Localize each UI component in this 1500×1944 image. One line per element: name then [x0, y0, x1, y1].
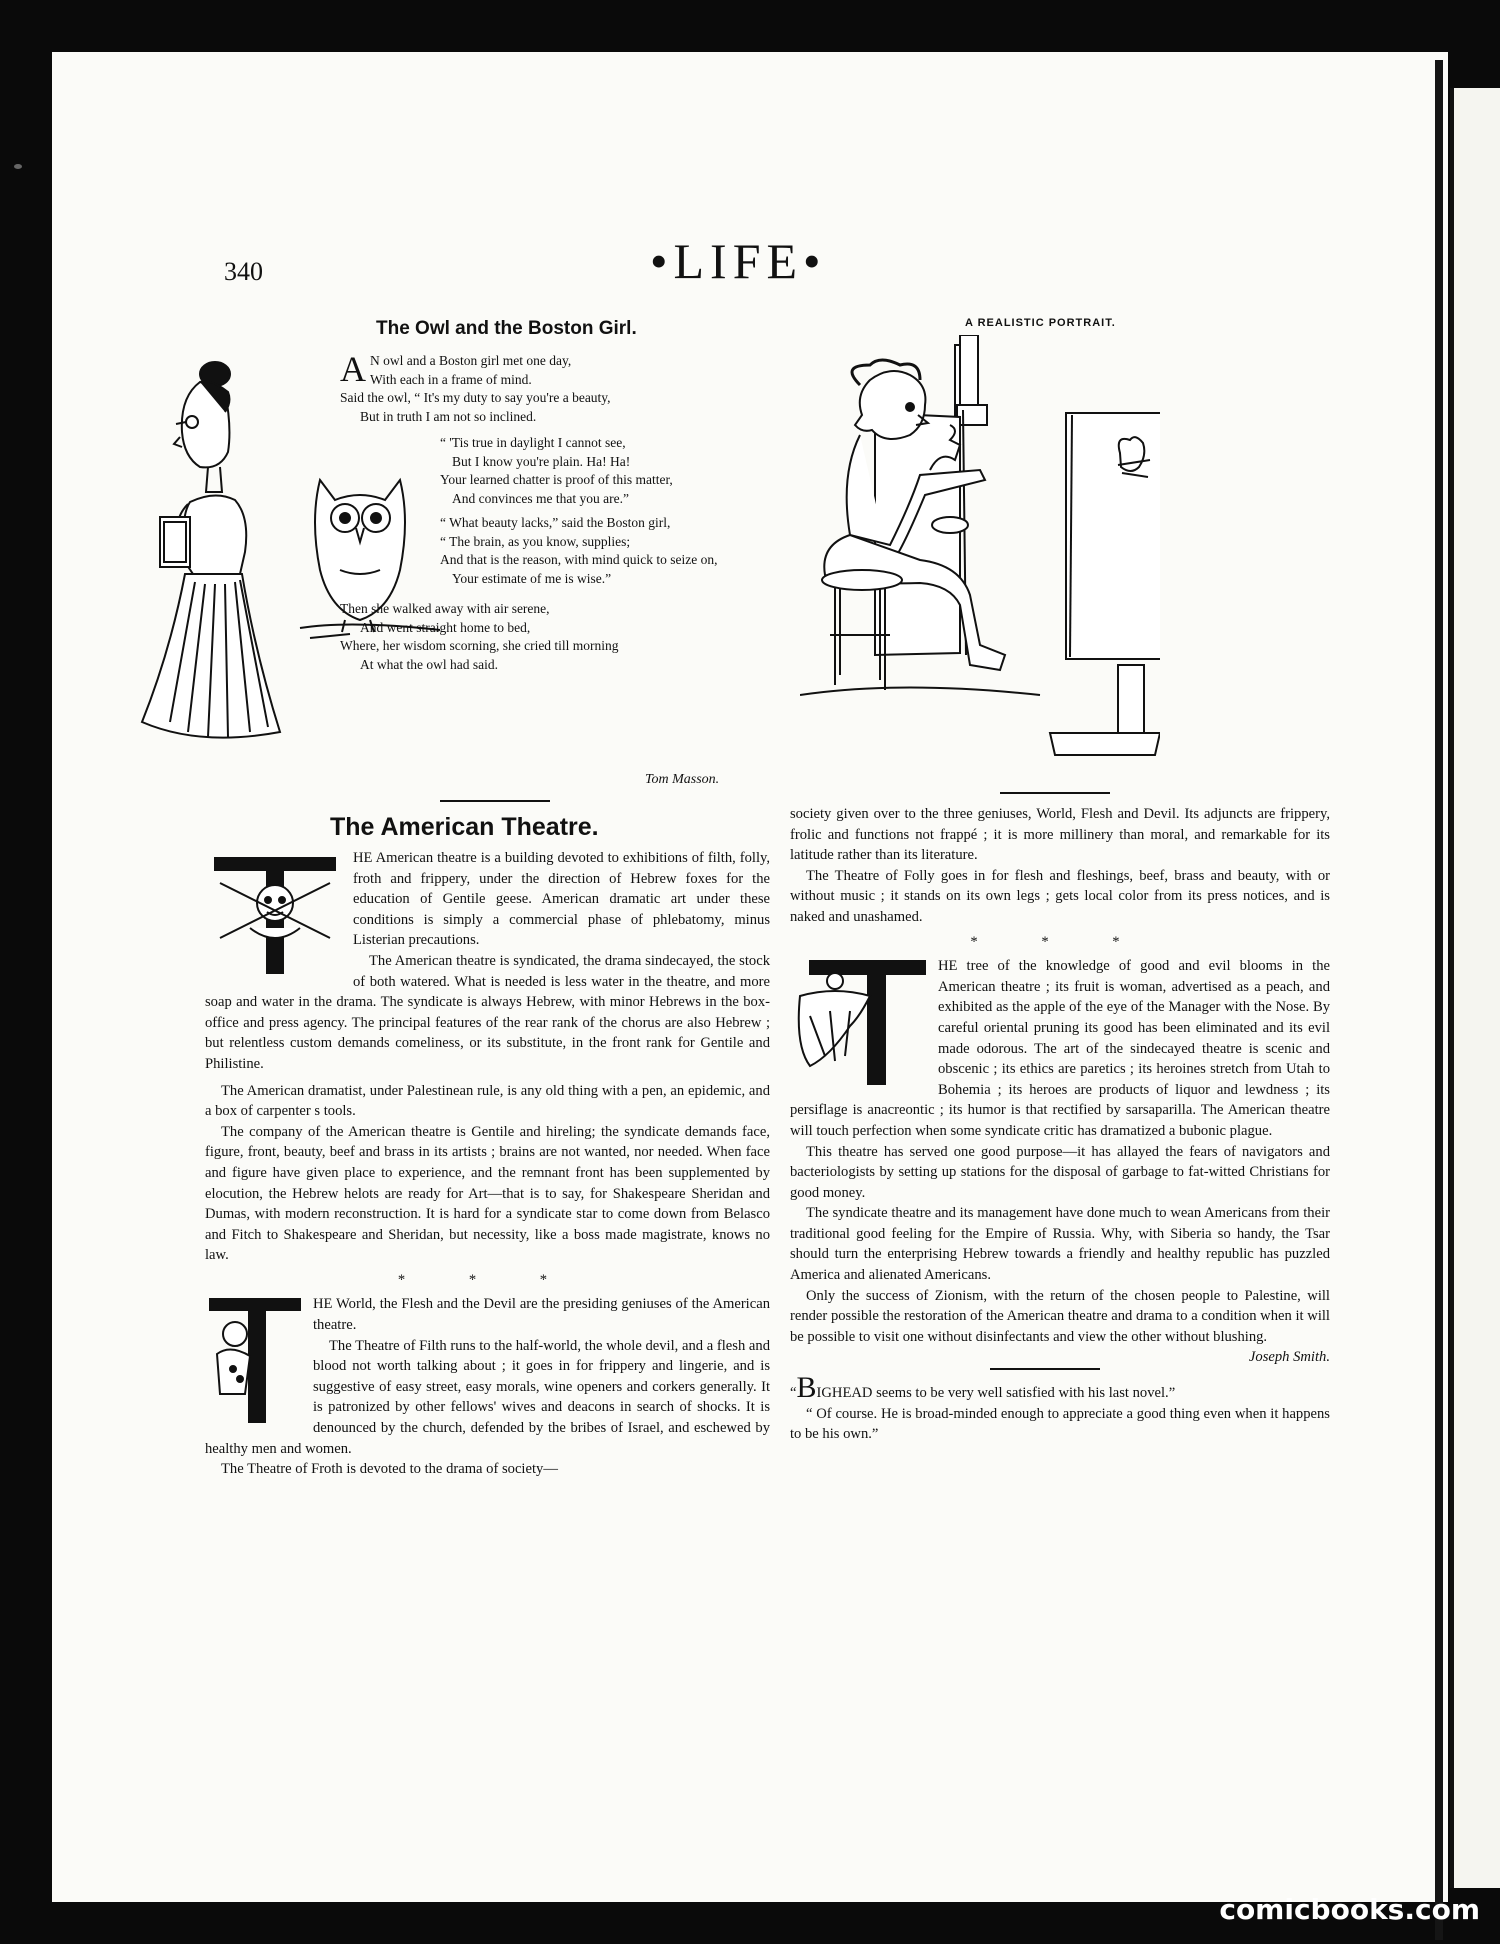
article-paragraph: Only the success of Zionism, with the return of the chosen people to Palestine, will render possible the restoration of the American theatre and drama to a condition when it will be possible to visit one without disinfectants and view the other without blushing.: [790, 1287, 1330, 1345]
poem-line: And went straight home to bed,: [360, 619, 531, 635]
ornamental-drop-cap: [205, 848, 345, 985]
poem-stanza-3: [340, 600, 770, 674]
poem-line: And convinces me that you are.”: [452, 490, 629, 506]
poem-title: The Owl and the Boston Girl.: [376, 318, 637, 339]
figure-drop-cap-art: [205, 1294, 305, 1424]
article-paragraph: HE World, the Flesh and the Devil are the presiding geniuses of the American theatre.: [313, 1296, 770, 1334]
section-stars: * * *: [397, 1271, 578, 1288]
poem-line: “ 'Tis true in daylight I cannot see,: [440, 435, 626, 450]
poem-stanza-1: [340, 349, 770, 426]
joke-line-2: “ Of course. He is broad-minded enough to appreciate a good thing even when it happens to be his own.”: [790, 1405, 1330, 1443]
article-column-left: [205, 848, 770, 1480]
joke-line-1-text: IGHEAD seems to be very well satisfied with his last novel.”: [816, 1385, 1176, 1402]
ornamental-drop-cap: [790, 956, 930, 1093]
poem-line: With each in a frame of mind.: [370, 371, 532, 387]
article-column-right: [790, 804, 1330, 1445]
poem-line: “ The brain, as you know, supplies;: [440, 533, 631, 549]
joke-open-quote: “: [790, 1385, 797, 1402]
article-paragraph: society given over to the three geniuses, World, Flesh and Devil. Its adjuncts are frippery, frolic and functions not frappé ; it is more millinery than moral, and remarkable for its latitude rather than its literature.: [790, 806, 1330, 864]
article-paragraph: The Theatre of Froth is devoted to the drama of society—: [221, 1461, 558, 1478]
masthead-title: •LIFE•: [650, 233, 827, 289]
poem-line: N owl and a Boston girl met one day,: [370, 353, 572, 368]
article-paragraph: The syndicate theatre and its management have done much to wean Americans from their traditional good feeling for the Empire of Russia. Why, with Siberia so handy, the Tsar should turn the enterprising Hebrew towards a friendly and healthy republic has puzzled America and alienated Americans.: [790, 1205, 1330, 1284]
poem-stanza-2: [440, 434, 770, 588]
section-divider: [440, 800, 550, 802]
poem-drop-cap: A: [340, 349, 366, 389]
joke-line-1: [790, 1371, 1330, 1405]
page-number: 340: [224, 257, 263, 286]
source-watermark: comicbooks.com: [1219, 1893, 1480, 1926]
poem-line: At what the owl had said.: [360, 656, 498, 672]
article-paragraph: This theatre has served one good purpose—it has allayed the fears of navigators and bacteriologists by setting up stations for the disposal of garbage to fat-witted Christians for good money.: [790, 1143, 1330, 1201]
article-paragraph: The Theatre of Folly goes in for flesh and fleshings, beef, brass and beauty, with or without music ; it stands on its own legs ; gets local color from its press notices, and is naked and unashamed.: [790, 867, 1330, 925]
signature-rule: [990, 1368, 1100, 1370]
poem-line: Then she walked away with air serene,: [340, 601, 550, 616]
article-paragraph: HE American theatre is a building devoted to exhibitions of filth, folly, froth and frippery, under the direction of Hebrew foxes for the education of Gentile geese. American dramatic art under these conditions is simply a commercial phase of phlebatomy, minus Listerian precautions.: [353, 850, 770, 949]
article-paragraph: The company of the American theatre is Gentile and hireling; the syndicate demands face, figure, front, beauty, beef and brass in its artists ; brains are not wanted, nor needed. When face and figure have given place to experience, and the remnant front has been supplemented by elocution, the Hebrew helots are ready for Art—that is to say, for Shakespeare Sheridan and Dumas, with modern reconstruction. It is hard for a syndicate star to come down from Belasco and Fitch to Shakespeare and Sheridan, but necessity, like a boss made magistrate, knows no law.: [205, 1123, 770, 1264]
jester-drop-cap-art: [205, 848, 345, 978]
poem-line: But in truth I am not so inclined.: [360, 408, 537, 424]
ornamental-drop-cap: [205, 1294, 305, 1431]
article-paragraph: The Theatre of Filth runs to the half-world, the whole devil, and a flesh and blood not worth talking about ; it goes in for frippery and lingerie, and is suggestive of easy street, easy morals, wine openers and corkers generally. It is patronized by other fellows' wives and deacons in search of shocks. It is denounced by the church, defended by the bribes of Israel, and eschewed by healthy men and women.: [205, 1337, 770, 1457]
article-title: The American Theatre.: [330, 813, 599, 841]
illustration-divider: [1000, 792, 1110, 794]
poem-line: And that is the reason, with mind quick to seize on,: [440, 552, 718, 567]
article-paragraph: The American dramatist, under Palestinean rule, is any old thing with a pen, an epidemic, and a box of carpenter s tools.: [205, 1082, 770, 1120]
poem-line: Your estimate of me is wise.”: [452, 570, 612, 586]
poem-line: But I know you're plain. Ha! Ha!: [452, 453, 631, 469]
poem-line: Where, her wisdom scorning, she cried till morning: [340, 638, 619, 653]
section-stars: * * *: [970, 933, 1150, 950]
boston-girl-illustration: [140, 352, 290, 752]
next-page-edge: [1450, 88, 1500, 1888]
page-gutter: [1435, 60, 1443, 1940]
poem-author: Tom Masson.: [645, 772, 720, 787]
illustration-caption: A REALISTIC PORTRAIT.: [965, 317, 1116, 329]
article-signature: Joseph Smith.: [1248, 1349, 1330, 1366]
dancer-drop-cap-art: [790, 956, 930, 1086]
poem-body: [340, 349, 770, 682]
painter-illustration: [800, 335, 1160, 765]
poem-line: Your learned chatter is proof of this matter,: [440, 472, 673, 487]
article-paragraph: HE tree of the knowledge of good and evil blooms in the American theatre ; its fruit is woman, advertised as a peach, and exhibited as the apple of the eye of the Manager with the Nose. By careful oriental pruning its good has been eliminated and its evil made odorous. The art of the sindecayed theatre is scenic and obscenic ; its ethics are paretics ; its heroines stretch from Utah to Bohemia ; its heroes are products of liquor and lewdness ; its persiflage is anacreontic ; its humor is that rectified by sarsaparilla. The American theatre will touch perfection when some syndicate critic has dramatized a bubonic plague.: [790, 958, 1330, 1139]
joke-drop-cap: B: [796, 1371, 817, 1405]
poem-line: “ What beauty lacks,” said the Boston girl,: [440, 515, 671, 530]
scan-speck: [14, 164, 22, 169]
poem-line: Said the owl, “ It's my duty to say you're a beauty,: [340, 390, 611, 405]
article-paragraph: The American theatre is syndicated, the drama sindecayed, the stock of both watered. What is needed is less water in the theatre, and more soap and water in the drama. The syndicate is always Hebrew, with minor Hebrews in the box-office and press agency. The principal features of the rear rank of the chorus are also Hebrew ; but relentless custom demands comeliness, or its substitute, in the front rank for Gentile and Philistine.: [205, 952, 770, 1072]
